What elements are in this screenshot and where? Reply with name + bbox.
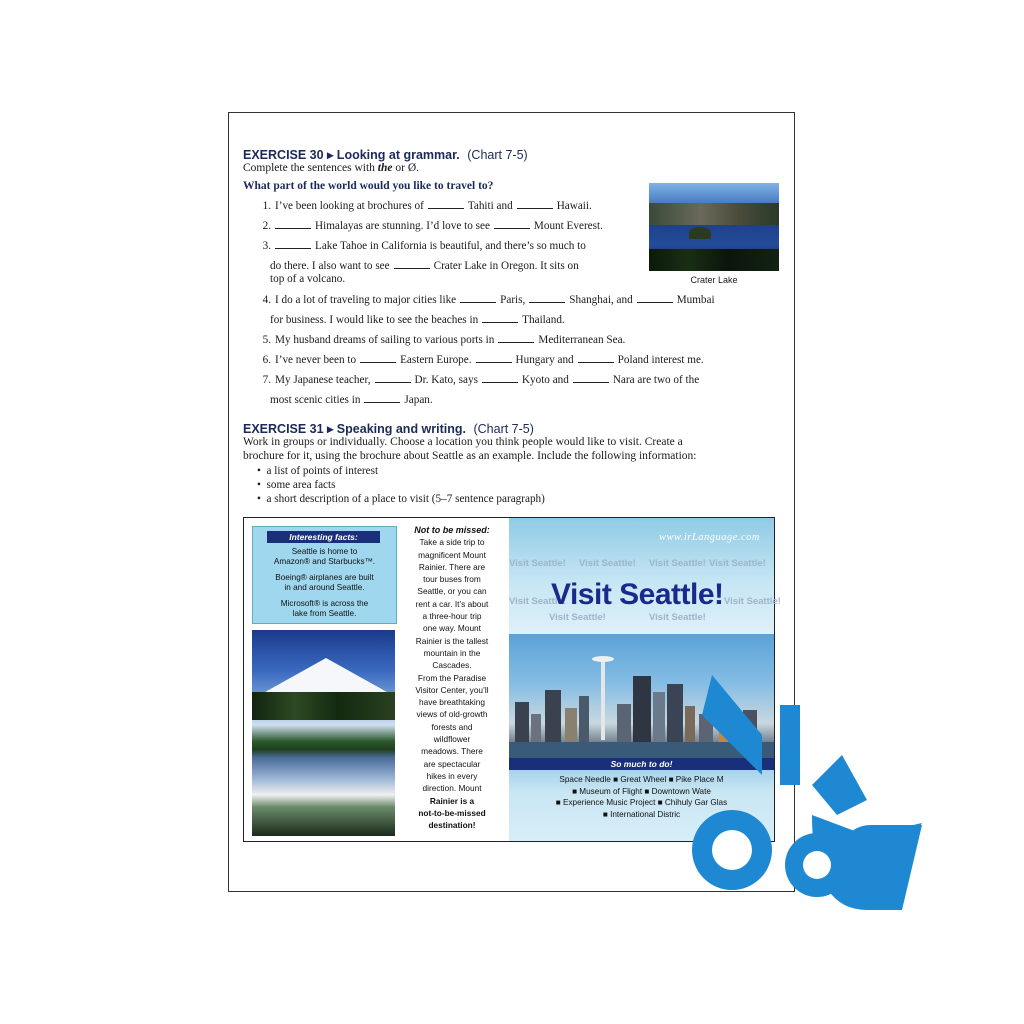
exercise-30-heading: EXERCISE 30 ▸ Looking at grammar. <box>243 148 460 162</box>
todo-line: ■ Museum of Flight ■ Downtown Wate <box>572 786 711 796</box>
watermark-text: Visit Seattle! <box>709 558 766 569</box>
so-much-label: So much to do! <box>610 759 673 769</box>
exercise-31-line2: brochure for it, using the brochure about Seattle as an example. Include the following information: <box>243 450 697 462</box>
notmissed-line: meadows. There <box>421 746 483 757</box>
fact-line: Microsoft® is across the <box>280 599 369 608</box>
blank[interactable] <box>498 333 534 343</box>
blank[interactable] <box>476 353 512 363</box>
publisher-logo-icon <box>662 675 922 920</box>
watermark-text: Visit Seattle! <box>724 596 781 607</box>
todo-line: Space Needle ■ Great Wheel ■ Pike Place M <box>559 775 724 784</box>
blank[interactable] <box>275 239 311 249</box>
item-7-cont: most scenic cities in Japan. <box>270 394 433 406</box>
fact-line: lake from Seattle. <box>292 609 357 618</box>
exercise-31-title <box>243 421 534 436</box>
todo-line: ■ Experience Music Project ■ Chihuly Gar Glas <box>555 798 728 807</box>
notmissed-line: Rainier. There are <box>418 561 486 572</box>
blank[interactable] <box>517 199 553 209</box>
fact-line: Amazon® and Starbucks™. <box>273 557 376 566</box>
notmissed-line: tour buses from <box>423 574 481 585</box>
watermark-text: Visit Seattle! <box>509 558 566 569</box>
notmissed-line: not-to-be-missed <box>418 807 486 818</box>
item-4-cont: for business. I would like to see the beaches in Thailand. <box>270 314 565 326</box>
blank[interactable] <box>428 199 464 209</box>
notmissed-line: destination! <box>428 820 476 831</box>
watermark-text: Visit Seattle! <box>649 612 706 623</box>
blank[interactable] <box>573 373 609 383</box>
notmissed-line: Visitor Center, you’ll <box>415 684 489 695</box>
watermark-text: Visit Seattle! <box>579 558 636 569</box>
blank[interactable] <box>637 293 673 303</box>
website-url: www.irLanguage.com <box>659 532 760 543</box>
notmissed-line: a three-hour trip <box>422 611 482 622</box>
item-6: 6. I’ve never been to Eastern Europe. Hungary and Poland interest me. <box>262 354 704 366</box>
notmissed-line: Rainier is the tallest <box>415 635 489 646</box>
watermark-text: Visit Seattle! <box>649 558 706 569</box>
blank[interactable] <box>578 353 614 363</box>
blank[interactable] <box>375 373 411 383</box>
notmissed-line: views of old-growth <box>416 709 488 720</box>
exercise-30-instruction: Complete the sentences with the or Ø. <box>243 162 419 174</box>
interesting-facts-box <box>252 526 397 624</box>
fact-line: in and around Seattle. <box>284 583 365 592</box>
blank[interactable] <box>364 393 400 403</box>
notmissed-line: hikes in every <box>426 770 478 781</box>
notmissed-line: mountain in the <box>423 647 481 658</box>
bullet-2: • some area facts <box>257 479 336 491</box>
blank[interactable] <box>360 353 396 363</box>
item-5: 5. My husband dreams of sailing to various ports in Mediterranean Sea. <box>262 334 626 346</box>
notmissed-line: rent a car. It’s about <box>415 598 489 609</box>
item-4: 4. I do a lot of traveling to major cities like Paris, Shanghai, and Mumbai <box>262 294 715 306</box>
notmissed-line: one way. Mount <box>423 623 481 634</box>
blank[interactable] <box>482 373 518 383</box>
watermark-text: Visit Seattle! <box>549 612 606 623</box>
crater-lake-photo <box>649 183 779 271</box>
item-3-cont2: top of a volcano. <box>270 273 346 285</box>
exercise-30-chart-ref: (Chart 7-5) <box>467 148 528 162</box>
exercise-31-chart-ref: (Chart 7-5) <box>473 422 534 436</box>
blank[interactable] <box>482 313 518 323</box>
blank[interactable] <box>394 259 430 269</box>
fact-line: Boeing® airplanes are built <box>275 573 374 582</box>
item-7: 7. My Japanese teacher, Dr. Kato, says Kyoto and Nara are two of the <box>262 374 700 386</box>
exercise-31-line1: Work in groups or individually. Choose a location you think people would like to visit. Create a <box>243 436 683 448</box>
fact-line: Seattle is home to <box>291 547 358 556</box>
exercise-30-title <box>243 147 528 162</box>
notmissed-line: Seattle, or you can <box>417 586 487 597</box>
photo-caption: Crater Lake <box>690 275 738 285</box>
blank[interactable] <box>494 219 530 229</box>
blank[interactable] <box>529 293 565 303</box>
mount-rainier-photo <box>252 630 395 836</box>
notmissed-line: magnificent Mount <box>418 549 486 560</box>
item-3-cont: do there. I also want to see Crater Lake in Oregon. It sits on <box>270 260 579 272</box>
exercise-31-heading: EXERCISE 31 ▸ Speaking and writing. <box>243 422 466 436</box>
notmissed-line: have breathtaking <box>419 697 485 708</box>
notmissed-line: From the Paradise <box>417 672 487 683</box>
notmissed-line: Cascades. <box>432 660 472 671</box>
notmissed-line: are spectacular <box>423 758 481 769</box>
blank[interactable] <box>460 293 496 303</box>
exercise-30-question: What part of the world would you like to travel to? <box>243 180 494 192</box>
bullet-1: • a list of points of interest <box>257 465 379 477</box>
notmissed-heading: Not to be missed: <box>414 525 490 535</box>
notmissed-line: wildflower <box>433 734 471 745</box>
notmissed-line: forests and <box>431 721 473 732</box>
watermark-text: Visit Seattle! <box>509 596 566 607</box>
brochure-title: Visit Seattle! <box>551 578 724 611</box>
notmissed-line: direction. Mount <box>422 783 482 794</box>
bullet-3: • a short description of a place to visit (5–7 sentence paragraph) <box>257 493 545 505</box>
item-1: 1. I’ve been looking at brochures of Tahiti and Hawaii. <box>262 200 592 212</box>
item-3: 3. Lake Tahoe in California is beautiful, and there’s so much to <box>262 240 586 252</box>
item-2: 2. Himalayas are stunning. I’d love to see Mount Everest. <box>262 220 603 232</box>
space-needle-icon <box>592 656 614 662</box>
not-to-be-missed <box>404 524 500 831</box>
notmissed-line: Take a side trip to <box>419 537 485 548</box>
blank[interactable] <box>275 219 311 229</box>
facts-heading: Interesting facts: <box>267 531 380 543</box>
todo-line: ■ International Distric <box>602 809 681 819</box>
notmissed-line: Rainier is a <box>429 795 475 806</box>
